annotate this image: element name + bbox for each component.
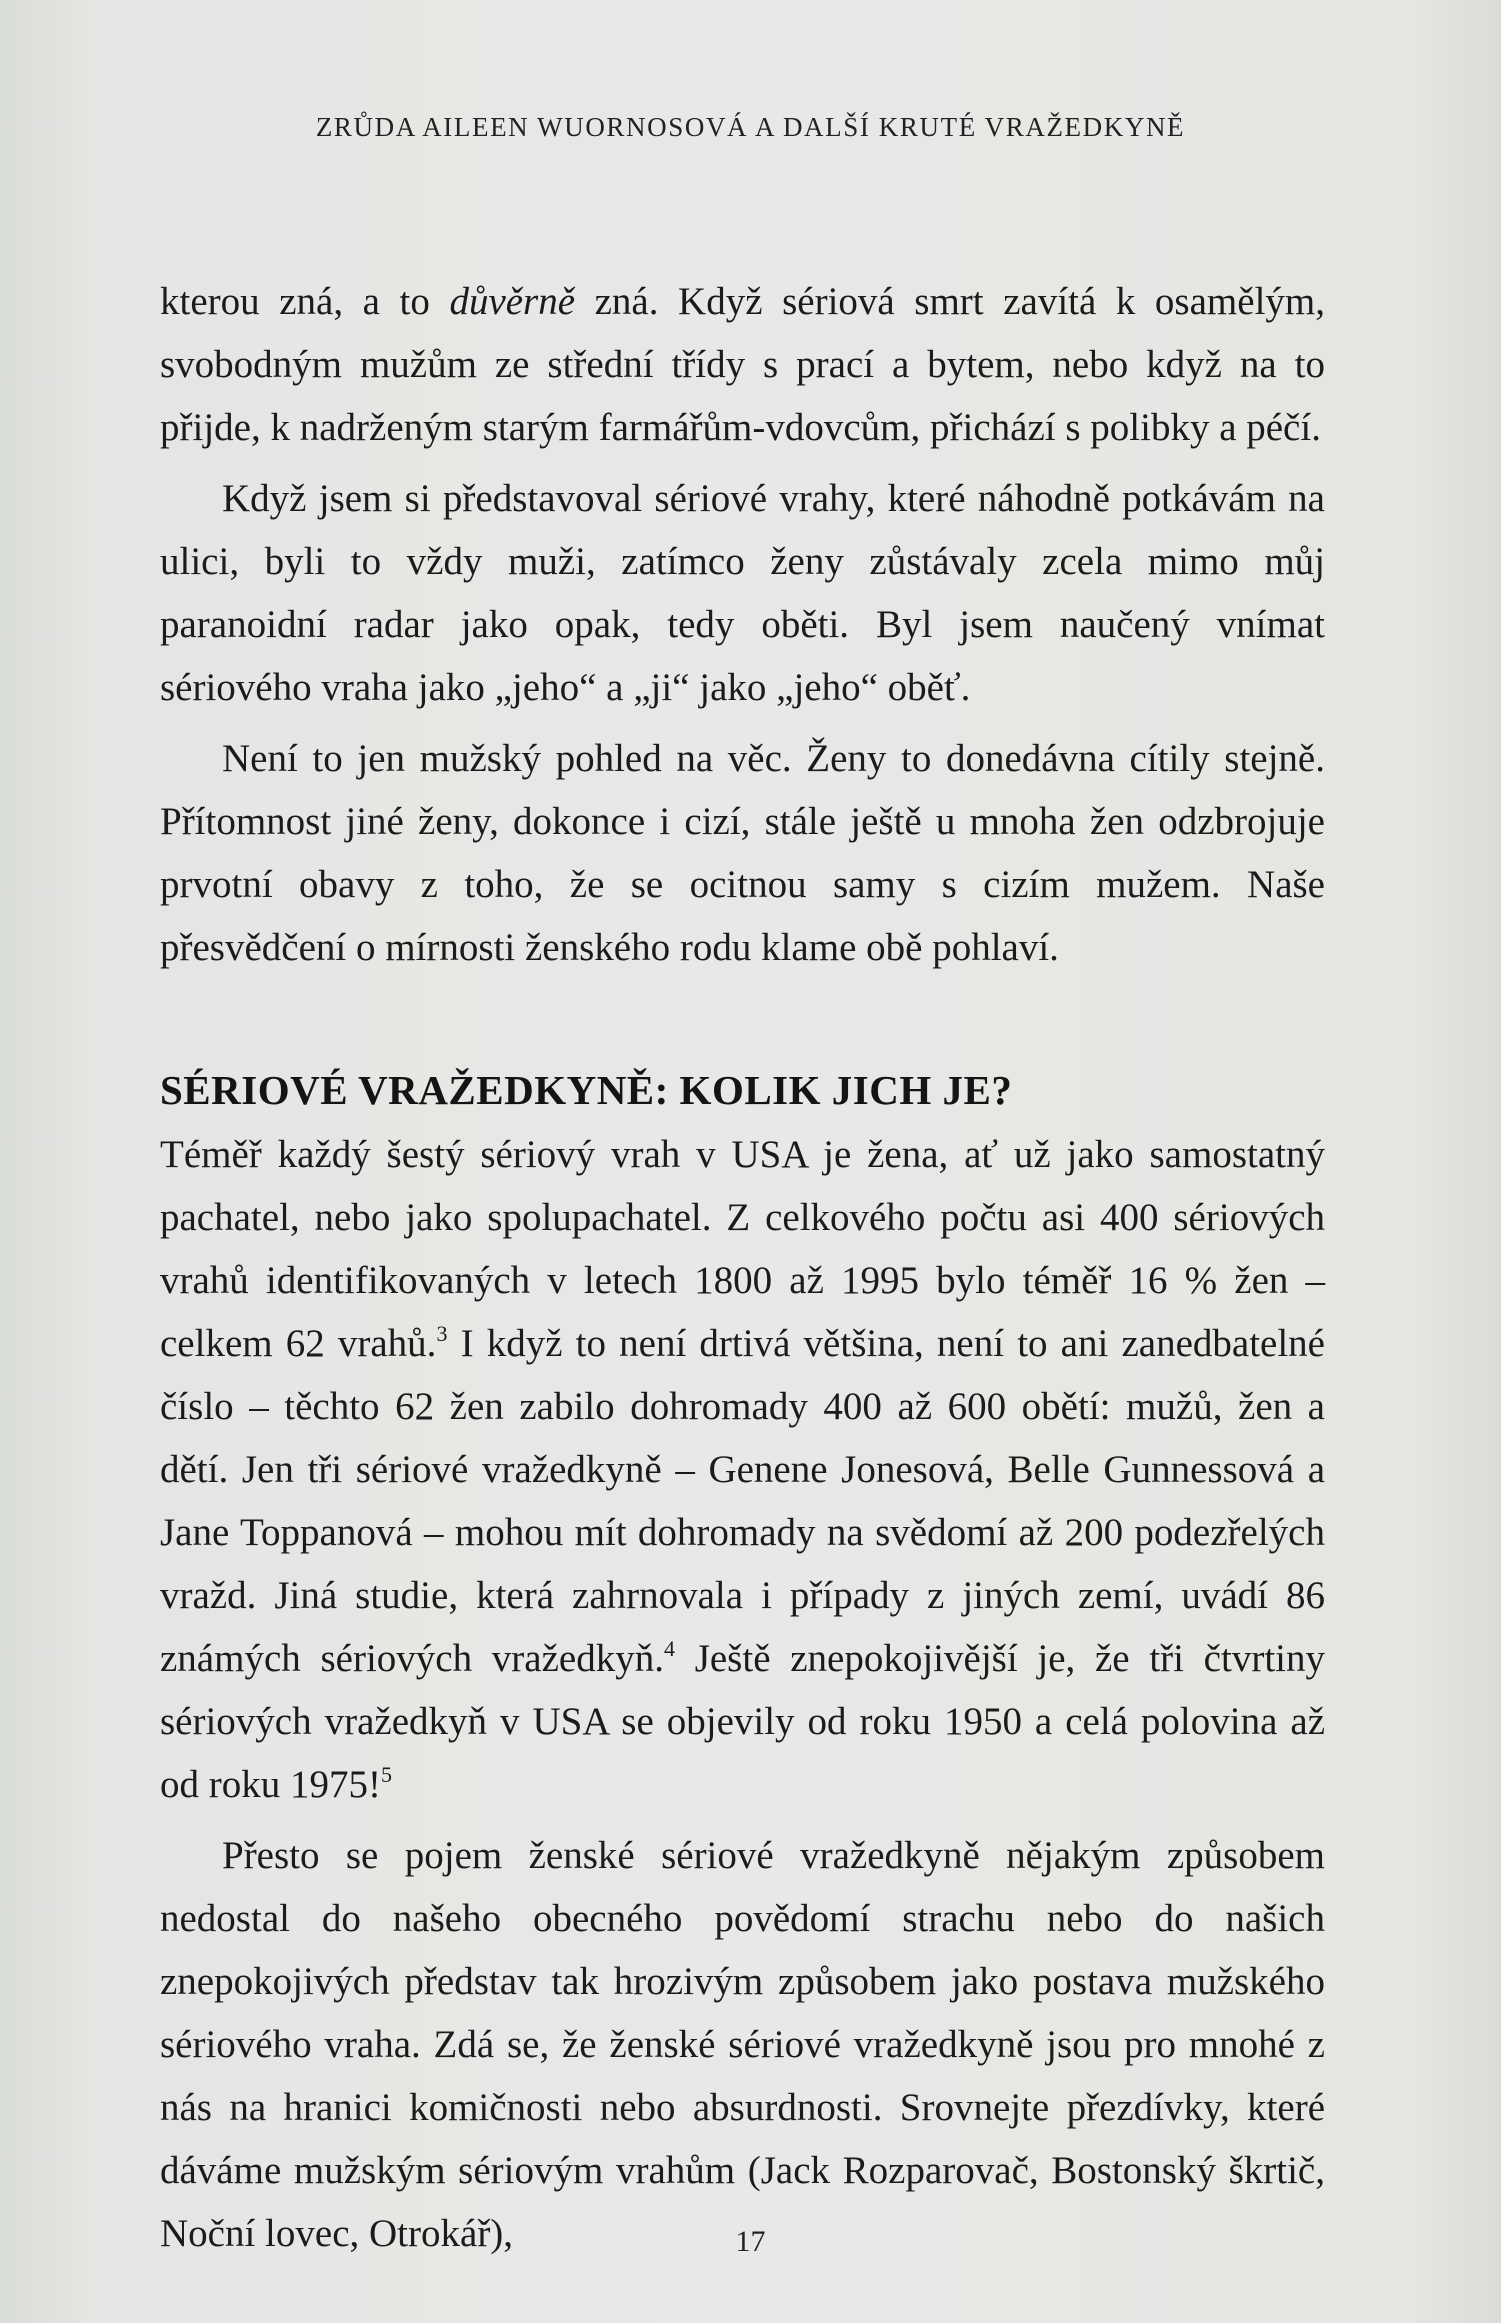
- paragraph-2: Když jsem si představoval sériové vrahy, které náhodně potkávám na ulici, byli to vždy muži, zatímco ženy zůstávaly zcela mimo můj paranoidní radar jako opak, tedy oběti. Byl jsem naučený vnímat sériového vraha jako „jeho“ a „ji“ jako „jeho“ oběť.: [160, 477, 1325, 709]
- running-head: ZRŮDA AILEEN WUORNOSOVÁ A DALŠÍ KRUTÉ VRAŽEDKYNĚ: [315, 112, 1186, 142]
- paragraph-1-rest: zná. Když sériová smrt zavítá k osamělým, svobodným mužům ze střední třídy s prací a bytem, nebo když na to přijde, k nadrženým starým farmářům-vdovcům, přichází s polibky a péčí.: [160, 280, 1325, 449]
- footnote-ref-3: 3: [436, 1321, 448, 1346]
- paragraph-4-part-2: I když to není drtivá většina, není to ani zanedbatelné číslo – těchto 62 žen zabilo dohromady 400 až 600 obětí: mužů, žen a dětí. Jen tři sériové vražedkyně – Genene Jonesová, Belle Gunnessová a Jane Toppanová – mohou mít dohromady na svědomí až 200 podezřelých vražd. Jiná studie, která zahrnovala i případy z jiných zemí, uvádí 86 známých sériových vražedkyň.: [160, 1322, 1325, 1680]
- paragraph-1: [160, 270, 1325, 459]
- paragraph-4: [160, 1123, 1325, 1816]
- body-text: [160, 270, 1325, 2265]
- paragraph-1-start: kterou zná, a to: [160, 280, 450, 323]
- page-number: 17: [735, 2225, 766, 2258]
- paragraph-3: Není to jen mužský pohled na věc. Ženy to donedávna cítily stejně. Přítomnost jiné ženy, dokonce i cizí, stále ještě u mnoha žen odzbrojuje prvotní obavy z toho, že se ocitnou samy s cizím mužem. Naše přesvědčení o mírnosti ženského rodu klame obě pohlaví.: [160, 737, 1325, 969]
- paragraph-4-part-1: Téměř každý šestý sériový vrah v USA je žena, ať už jako samostatný pachatel, nebo jako spolupachatel. Z celkového počtu asi 400 sériových vrahů identifikovaných v letech 1800 až 1995 bylo téměř 16 % žen – celkem 62 vrahů.: [160, 1133, 1325, 1365]
- section-heading: SÉRIOVÉ VRAŽEDKYNĚ: KOLIK JICH JE?: [160, 1067, 1013, 1113]
- italic-word: důvěrně: [449, 280, 576, 323]
- paragraph-5: Přesto se pojem ženské sériové vražedkyně nějakým způsobem nedostal do našeho obecného povědomí strachu nebo do našich znepokojivých představ tak hrozivým způsobem jako postava mužského sériového vraha. Zdá se, že ženské sériové vražedkyně jsou pro mnohé z nás na hranici komičnosti nebo absurdnosti. Srovnejte přezdívky, které dáváme mužským sériovým vrahům (Jack Rozparovač, Bostonský škrtič, Noční lovec, Otrokář),: [160, 1834, 1325, 2255]
- footnote-ref-4: 4: [663, 1636, 675, 1661]
- paragraph-4-part-3: Ještě znepokojivější je, že tři čtvrtiny sériových vražedkyň v USA se objevily od roku 1950 a celá polovina až od roku 1975!: [160, 1637, 1325, 1806]
- footnote-ref-5: 5: [380, 1762, 392, 1787]
